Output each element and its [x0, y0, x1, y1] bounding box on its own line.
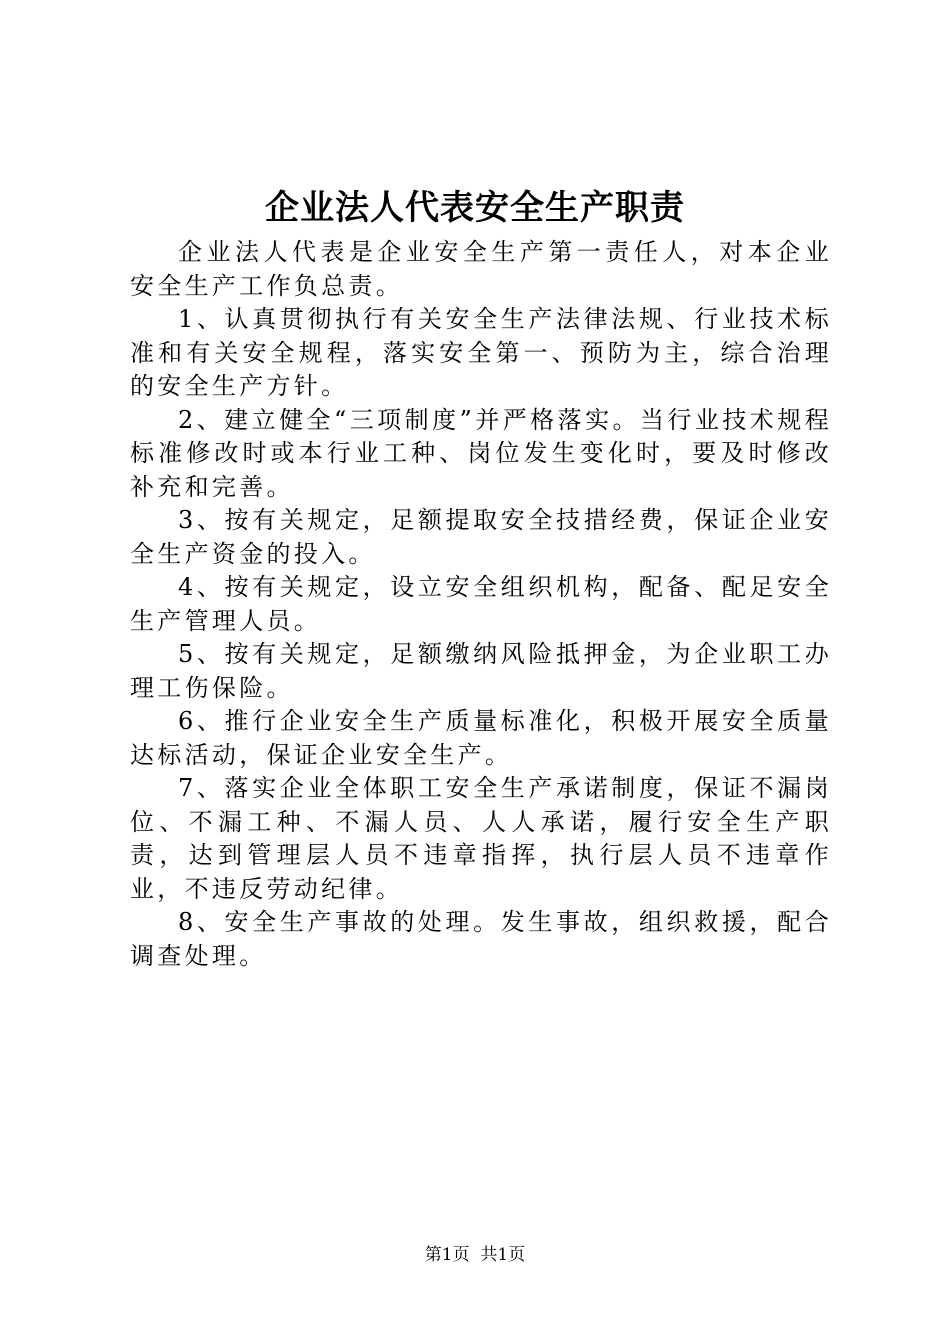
paragraph-item-3: 3、按有关规定，足额提取安全技措经费，保证企业安全生产资金的投入。	[130, 506, 832, 568]
document-title: 企业法人代表安全生产职责	[265, 188, 685, 228]
page-footer	[0, 1243, 950, 1267]
paragraph-item-1: 1、认真贯彻执行有关安全生产法律法规、行业技术标准和有关安全规程，落实安全第一、预防为主，综合治理的安全生产方针。	[130, 305, 832, 400]
paragraph-intro: 企业法人代表是企业安全生产第一责任人，对本企业安全生产工作负总责。	[130, 238, 832, 300]
paragraph-item-4: 4、按有关规定，设立安全组织机构，配备、配足安全生产管理人员。	[130, 573, 832, 635]
paragraph-item-8: 8、安全生产事故的处理。发生事故，组织救援，配合调查处理。	[130, 908, 832, 970]
paragraph-item-2: 2、建立健全“三项制度”并严格落实。当行业技术规程标准修改时或本行业工种、岗位发生变化时，要及时修改补充和完善。	[130, 405, 832, 501]
document-body	[130, 236, 832, 973]
paragraph-item-6: 6、推行企业安全生产质量标准化，积极开展安全质量达标活动，保证企业安全生产。	[130, 707, 832, 769]
paragraph-item-5: 5、按有关规定，足额缴纳风险抵押金，为企业职工办理工伤保险。	[130, 640, 832, 702]
paragraph-item-7: 7、落实企业全体职工安全生产承诺制度，保证不漏岗位、不漏工种、不漏人员、人人承诺，履行安全生产职责，达到管理层人员不违章指挥，执行层人员不违章作业，不违反劳动纪律。	[130, 774, 832, 903]
page-number: 第1页 共1页	[424, 1245, 526, 1265]
